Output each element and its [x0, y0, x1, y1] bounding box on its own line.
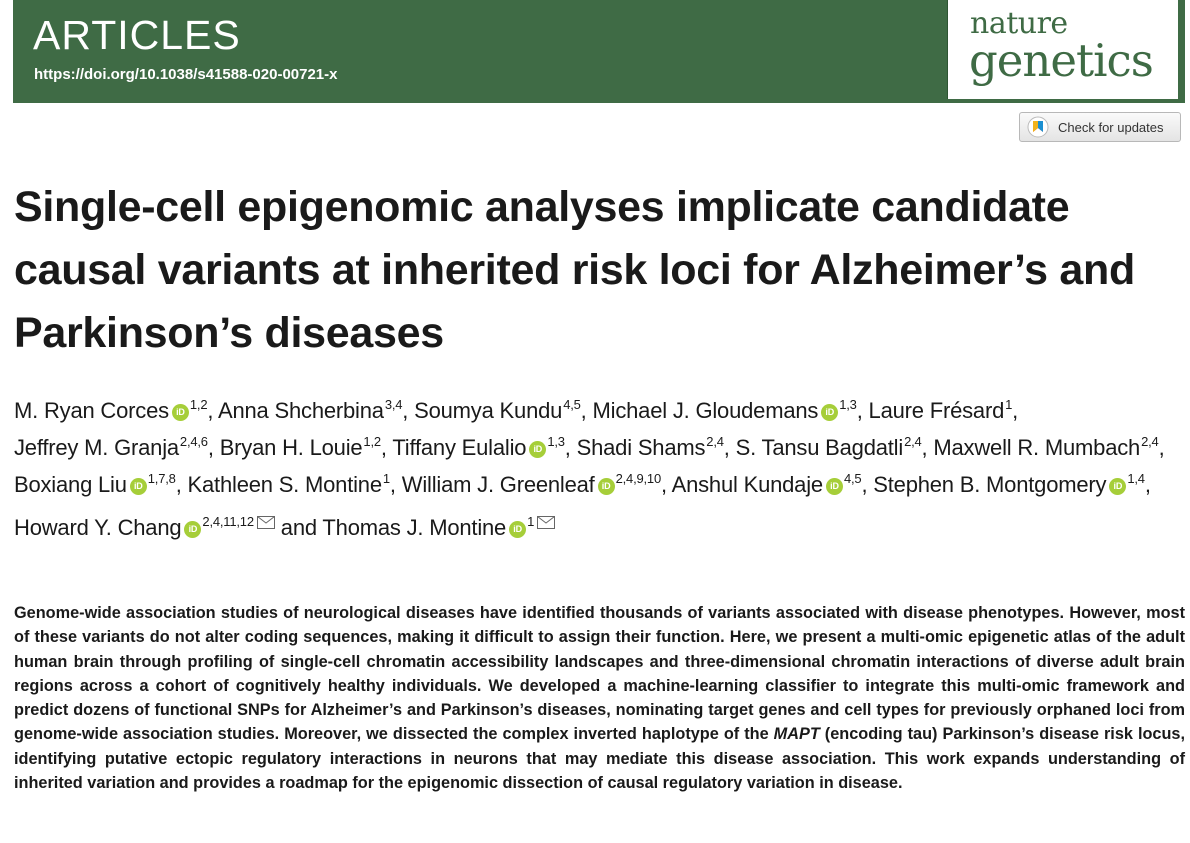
author-separator: , [380, 435, 387, 460]
author-separator: , [207, 398, 214, 423]
author-name[interactable]: Kathleen S. Montine [187, 472, 382, 497]
article-header [13, 0, 1185, 103]
orcid-icon[interactable]: iD [826, 478, 843, 495]
orcid-icon[interactable]: iD [598, 478, 615, 495]
author-affiliation: 1,3 [547, 434, 565, 449]
journal-logo[interactable] [947, 0, 1178, 99]
author-affiliation: 1 [382, 471, 390, 486]
author-name[interactable]: Soumya Kundu [414, 398, 563, 423]
author-affiliation: 1,7,8 [147, 471, 176, 486]
orcid-icon[interactable]: iD [172, 404, 189, 421]
author[interactable] [392, 435, 570, 460]
author-separator: , [921, 435, 928, 460]
author-separator: , [1144, 472, 1151, 497]
author[interactable] [188, 472, 396, 497]
author-affiliation: 4,5 [843, 471, 862, 486]
author-affiliation: 3,4 [384, 397, 403, 412]
author-name[interactable]: Tiffany Eulalio [392, 435, 527, 460]
author[interactable] [218, 398, 408, 423]
author-name[interactable]: William J. Greenleaf [401, 472, 595, 497]
author-name[interactable]: Boxiang Liu [14, 472, 127, 497]
abstract [14, 601, 1185, 795]
author-affiliation: 1,2 [363, 434, 381, 449]
author-separator: , [856, 398, 863, 423]
author-affiliation: 4,5 [563, 397, 581, 412]
author-name[interactable]: Stephen B. Montgomery [873, 472, 1107, 497]
author-affiliation: 2,4 [904, 434, 922, 449]
author-affiliation: 2,4,11,12 [202, 514, 254, 529]
author-separator: , [1158, 435, 1165, 460]
author-separator: , [175, 472, 182, 497]
author[interactable] [14, 472, 182, 497]
author-name[interactable]: Jeffrey M. Granja [14, 435, 179, 460]
author-affiliation: 1,4 [1127, 471, 1145, 486]
orcid-icon[interactable]: iD [509, 521, 526, 538]
author[interactable] [220, 435, 387, 460]
abstract-text-2: (encoding tau) Parkinson’s disease risk locus, identifying putative ectopic regulatory interactions in neurons that may mediate this disease association. This work expands understanding of inherited variation and provides a roadmap for the epigenomic dissection of causal regulatory variation in disease. [14, 725, 1185, 793]
check-for-updates-button[interactable] [1019, 112, 1181, 142]
author[interactable] [14, 515, 317, 540]
author-separator: , [661, 472, 667, 497]
email-icon[interactable] [537, 503, 555, 516]
abstract-gene-name: MAPT [773, 725, 820, 744]
author-name[interactable]: Michael J. Gloudemans [592, 398, 819, 423]
author[interactable] [322, 515, 555, 540]
section-label: ARTICLES [33, 12, 241, 58]
author-name[interactable]: Maxwell R. Mumbach [933, 435, 1141, 460]
author-separator: , [402, 398, 409, 423]
author[interactable] [414, 398, 586, 423]
check-for-updates-label: Check for updates [1058, 119, 1164, 135]
author-name[interactable]: S. Tansu Bagdatli [735, 435, 904, 460]
author-name[interactable]: Howard Y. Chang [14, 515, 182, 540]
orcid-icon[interactable]: iD [184, 521, 201, 538]
author-separator: , [207, 435, 214, 460]
author[interactable] [593, 398, 863, 423]
author-list [14, 392, 1184, 546]
abstract-text-1: Genome-wide association studies of neurological diseases have identified thousands of variants associated with disease phenotypes. However, most of these variants do not alter coding sequences, making it difficult to assign their function. Here, we present a multi-omic epigenetic atlas of the adult human brain through profiling of single-cell chromatin accessibility landscapes and three-dimensional chromatin interactions of diverse adult brain regions across a cohort of cognitively healthy individuals. We developed a machine-learning classifier to integrate this multi-omic framework and predict dozens of functional SNPs for Alzheimer’s and Parkinson’s diseases, nominating target genes and cell types for previously orphaned loci from genome-wide association studies. Moreover, we dissected the complex inverted haplotype of the [14, 604, 1185, 744]
journal-logo-line2: genetics [969, 34, 1153, 87]
author[interactable] [736, 435, 928, 460]
author[interactable] [672, 472, 868, 497]
author-name[interactable]: Bryan H. Louie [219, 435, 363, 460]
author-affiliation: 2,4 [706, 434, 724, 449]
article-title: Single-cell epigenomic analyses implicate candidate causal variants at inherited risk loci for Alzheimer’s and Parkinson’s diseases [14, 183, 1135, 357]
author-affiliation: 1 [527, 514, 535, 529]
author[interactable] [14, 398, 213, 423]
author[interactable] [933, 435, 1164, 460]
author-name[interactable]: Laure Frésard [868, 398, 1005, 423]
author-affiliation: 1,3 [839, 397, 857, 412]
author[interactable] [873, 472, 1150, 497]
orcid-icon[interactable]: iD [1109, 478, 1126, 495]
doi-link[interactable]: https://doi.org/10.1038/s41588-020-00721-x [34, 66, 338, 83]
author-name[interactable]: M. Ryan Corces [14, 398, 169, 423]
author-affiliation: 2,4 [1141, 434, 1159, 449]
author-affiliation: 2,4,9,10 [615, 471, 661, 486]
author-name[interactable]: Thomas J. Montine [322, 515, 507, 540]
email-icon[interactable] [257, 503, 275, 516]
author[interactable] [577, 435, 730, 460]
author-name[interactable]: Anshul Kundaje [671, 472, 823, 497]
author[interactable] [14, 435, 214, 460]
author[interactable] [869, 398, 1019, 423]
author-separator: , [389, 472, 396, 497]
author-separator: , [564, 435, 571, 460]
author-separator: , [1012, 398, 1019, 423]
author-name[interactable]: Shadi Shams [576, 435, 706, 460]
orcid-icon[interactable]: iD [821, 404, 838, 421]
author-affiliation: 1 [1005, 397, 1013, 412]
orcid-icon[interactable]: iD [529, 441, 546, 458]
author[interactable] [402, 472, 667, 497]
author-affiliation: 2,4,6 [179, 434, 208, 449]
crossmark-icon [1027, 116, 1049, 138]
author-separator: , [723, 435, 730, 460]
orcid-icon[interactable]: iD [130, 478, 147, 495]
author-name[interactable]: Anna Shcherbina [218, 398, 384, 423]
journal-logo-line1: nature [970, 6, 1068, 41]
author-separator: , [861, 472, 868, 497]
author-affiliation: 1,2 [189, 397, 208, 412]
author-separator: and [274, 515, 317, 540]
author-separator: , [580, 398, 587, 423]
